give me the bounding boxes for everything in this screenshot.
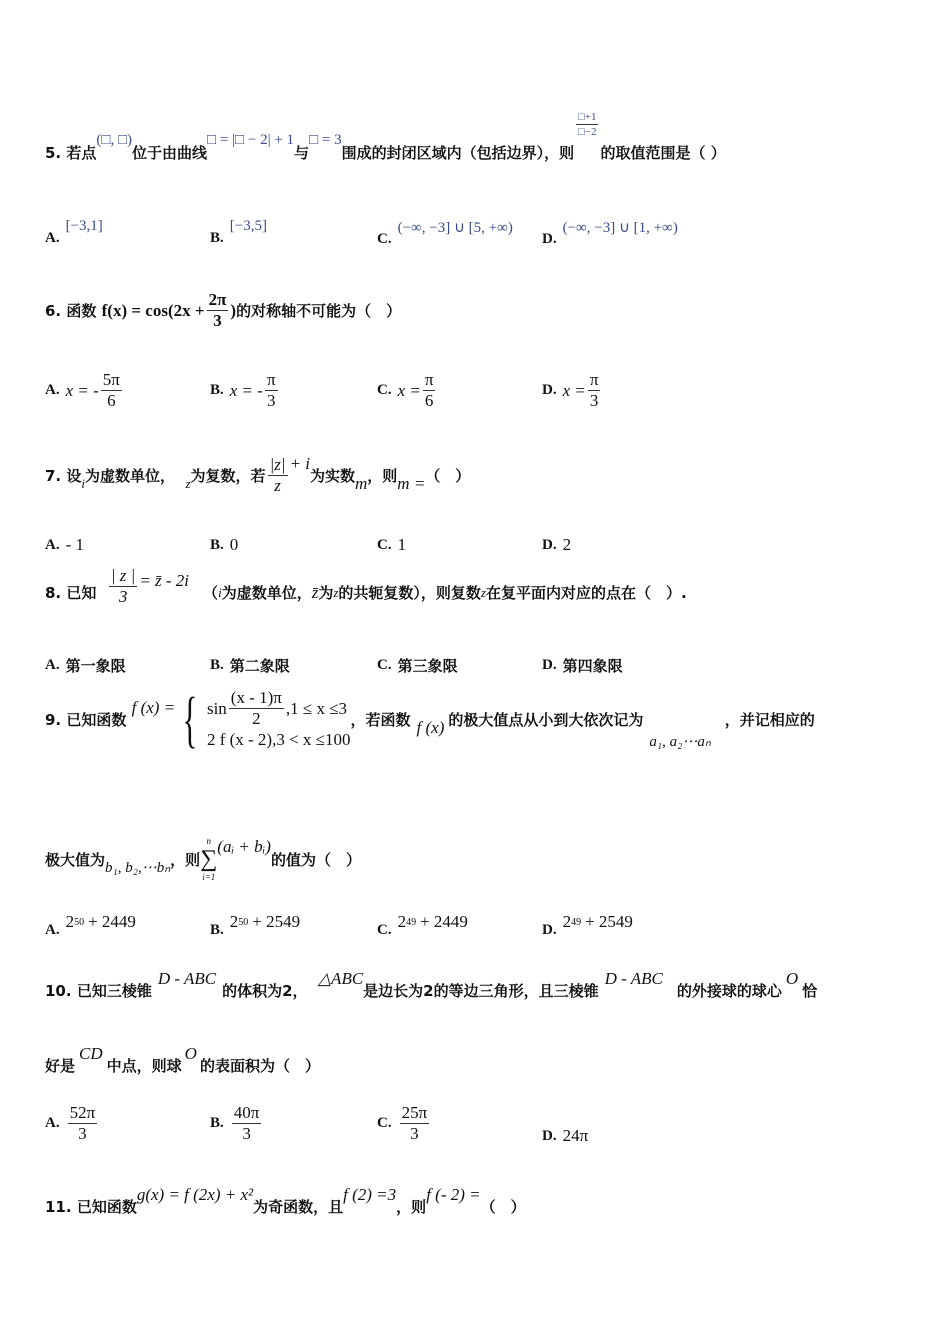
sum-upper: n bbox=[206, 836, 211, 846]
option-label: C. bbox=[377, 382, 392, 398]
question-number: 6. bbox=[45, 301, 62, 320]
option-a[interactable] bbox=[45, 370, 124, 411]
option-b[interactable] bbox=[210, 370, 280, 411]
numerator: π bbox=[589, 370, 599, 389]
sum-expression: (aᵢ + bᵢ) bbox=[217, 837, 271, 856]
text: 的值为（ ） bbox=[270, 850, 361, 869]
exponent: 50 bbox=[238, 916, 249, 928]
text: 为实数 bbox=[309, 467, 355, 485]
option-value: 0 bbox=[229, 535, 239, 554]
option-a[interactable] bbox=[45, 912, 136, 938]
option-label: C. bbox=[377, 1115, 392, 1131]
case-1-domain: ,1 ≤ x ≤3 bbox=[285, 698, 348, 718]
option-prefix: x = - bbox=[65, 380, 99, 400]
option-fraction bbox=[265, 370, 278, 411]
text: 为复数，若 bbox=[190, 467, 266, 485]
brace: { bbox=[182, 685, 198, 754]
numerator: 52π bbox=[69, 1103, 96, 1122]
denominator: 6 bbox=[107, 391, 116, 410]
numerator: π bbox=[266, 370, 276, 389]
option-c[interactable] bbox=[377, 370, 437, 411]
numerator: 25π bbox=[401, 1103, 428, 1122]
option-label: C. bbox=[377, 921, 392, 938]
math-fraction bbox=[207, 290, 229, 331]
option-label: C. bbox=[377, 536, 392, 553]
math-o: O bbox=[785, 968, 799, 988]
base: 2 bbox=[229, 912, 239, 931]
option-a[interactable] bbox=[45, 535, 84, 555]
math-fraction bbox=[268, 455, 288, 496]
sin: sin bbox=[206, 698, 227, 718]
option-fraction bbox=[400, 1103, 430, 1144]
text: 的体积为2， bbox=[222, 982, 308, 1000]
math-sequence-b: b₁, b₂,⋯bₙ bbox=[105, 859, 171, 876]
denominator: 3 bbox=[118, 587, 128, 606]
option-value: 2 bbox=[562, 535, 572, 554]
text: 在复平面内对应的点在（ ）. bbox=[485, 584, 687, 602]
option-d[interactable] bbox=[542, 220, 678, 249]
option-label: D. bbox=[542, 382, 557, 398]
option-a[interactable] bbox=[45, 218, 103, 247]
math-m-equals: m = bbox=[397, 473, 426, 493]
option-fraction bbox=[101, 370, 122, 411]
math-i: i bbox=[218, 584, 222, 600]
math-z: z bbox=[185, 475, 191, 491]
option-prefix: x = bbox=[397, 380, 421, 400]
option-value: - 1 bbox=[65, 535, 85, 554]
denominator: 3 bbox=[267, 391, 276, 410]
option-label: B. bbox=[210, 921, 224, 938]
question-7 bbox=[45, 455, 470, 496]
denominator: 6 bbox=[424, 391, 434, 410]
option-label: B. bbox=[210, 382, 224, 398]
option-fraction bbox=[588, 370, 601, 411]
numerator: □+1 bbox=[578, 111, 597, 123]
option-c[interactable] bbox=[377, 535, 406, 555]
text: ，并记相应的 bbox=[724, 711, 815, 729]
piecewise-function bbox=[175, 685, 351, 754]
denominator: 2 bbox=[252, 709, 261, 728]
text: 中点，则球 bbox=[106, 1057, 182, 1075]
option-value: 第四象限 bbox=[562, 657, 623, 675]
summation bbox=[200, 835, 217, 883]
option-prefix: x = bbox=[562, 380, 586, 400]
numerator: π bbox=[424, 370, 434, 389]
sum-lower: i=1 bbox=[202, 872, 216, 882]
question-number: 7. bbox=[45, 466, 62, 485]
text: 若点 bbox=[66, 144, 97, 162]
text: 好是 bbox=[45, 1057, 76, 1075]
option-a[interactable] bbox=[45, 655, 126, 676]
math-tetrahedron: D - ABC bbox=[157, 968, 217, 988]
text: 的对称轴不可能为（ ） bbox=[236, 302, 402, 320]
math-z: z bbox=[333, 584, 339, 600]
math-fraction bbox=[109, 566, 137, 607]
option-label: B. bbox=[210, 536, 224, 553]
option-b[interactable] bbox=[210, 655, 290, 676]
text: ，则 bbox=[170, 850, 201, 869]
denominator: 3 bbox=[410, 1124, 419, 1143]
question-number: 11. bbox=[45, 1197, 72, 1216]
option-c[interactable] bbox=[377, 655, 458, 676]
option-c[interactable] bbox=[377, 912, 468, 938]
addend: + 2549 bbox=[252, 912, 301, 931]
denominator: 3 bbox=[78, 1124, 87, 1143]
text: 的表面积为（ ） bbox=[199, 1057, 320, 1075]
math-tetrahedron: D - ABC bbox=[604, 968, 663, 988]
question-6 bbox=[45, 290, 401, 331]
option-b[interactable] bbox=[210, 535, 238, 555]
option-d[interactable] bbox=[542, 370, 602, 411]
text: 设 bbox=[66, 467, 82, 485]
question-11 bbox=[45, 1184, 526, 1217]
option-b[interactable] bbox=[210, 218, 267, 247]
option-label: A. bbox=[45, 1115, 60, 1131]
text: 的共轭复数），则复数 bbox=[338, 584, 481, 602]
denominator: 3 bbox=[589, 391, 599, 410]
text: 为虚数单位， bbox=[85, 467, 176, 485]
text: 的外接球的球心 bbox=[676, 982, 782, 1000]
option-d[interactable] bbox=[542, 655, 623, 676]
option-label: D. bbox=[542, 657, 557, 673]
text: （ ） bbox=[480, 1198, 526, 1216]
option-value: (−∞, −3] ∪ [5, +∞) bbox=[397, 220, 513, 236]
numerator: 5π bbox=[102, 370, 120, 389]
option-a[interactable] bbox=[45, 1103, 99, 1144]
option-value: 第三象限 bbox=[397, 657, 458, 675]
text: 已知函数 bbox=[66, 711, 127, 729]
question-number: 10. bbox=[45, 981, 72, 1000]
question-5 bbox=[45, 111, 726, 167]
text: 为 bbox=[318, 584, 334, 602]
question-number: 8. bbox=[45, 583, 62, 602]
denominator: □−2 bbox=[578, 126, 597, 138]
math-z: z bbox=[480, 584, 486, 600]
option-value: (−∞, −3] ∪ [1, +∞) bbox=[562, 220, 678, 236]
option-value: 第一象限 bbox=[65, 657, 126, 675]
math-cd: CD bbox=[79, 1043, 103, 1063]
math-f2: f (2) =3 bbox=[343, 1184, 397, 1204]
option-fraction bbox=[232, 1103, 262, 1144]
option-prefix: x = - bbox=[229, 380, 263, 400]
option-value: 1 bbox=[397, 535, 407, 554]
text: 恰 bbox=[802, 982, 818, 1000]
denominator: 3 bbox=[213, 311, 222, 330]
math-fraction bbox=[229, 688, 284, 729]
option-d[interactable] bbox=[542, 535, 571, 555]
option-c[interactable] bbox=[377, 220, 513, 249]
option-label: D. bbox=[542, 231, 557, 247]
option-label: A. bbox=[45, 382, 60, 398]
text: 为奇函数，且 bbox=[253, 1198, 344, 1216]
option-value: 24π bbox=[562, 1126, 589, 1145]
option-label: A. bbox=[45, 536, 60, 553]
text: 函数 bbox=[66, 302, 97, 320]
text: 为虚数单位， bbox=[221, 584, 312, 602]
option-label: D. bbox=[542, 921, 557, 938]
text: 已知三棱锥 bbox=[76, 982, 152, 1000]
exponent: 49 bbox=[571, 916, 582, 928]
text: 是边长为2的等边三角形，且三棱锥 bbox=[363, 982, 599, 1000]
option-value: [−3,5] bbox=[229, 218, 267, 234]
exponent: 50 bbox=[74, 916, 85, 928]
text: （ bbox=[203, 584, 219, 602]
math-rhs: = z̄ - 2i bbox=[139, 570, 190, 590]
option-d[interactable] bbox=[542, 1126, 588, 1146]
option-b[interactable] bbox=[210, 912, 301, 938]
math-fx: f (x) bbox=[416, 717, 445, 737]
math-zbar: z̄ bbox=[311, 582, 319, 602]
option-label: B. bbox=[210, 1115, 224, 1131]
option-label: A. bbox=[45, 921, 60, 938]
text: 位于由曲线 bbox=[132, 144, 208, 162]
math-line: □ = 3 bbox=[309, 132, 342, 148]
denominator: 3 bbox=[242, 1124, 251, 1143]
text: 极大值为 bbox=[45, 850, 106, 869]
option-label: A. bbox=[45, 657, 60, 673]
text: 的取值范围是（ ） bbox=[600, 144, 726, 162]
option-label: C. bbox=[377, 657, 392, 673]
option-label: B. bbox=[210, 230, 224, 246]
option-label: D. bbox=[542, 536, 557, 553]
base: 2 bbox=[397, 912, 407, 931]
text: ，则 bbox=[396, 1198, 427, 1216]
math-fraction bbox=[576, 110, 598, 139]
text: 的极大值点从小到大依次记为 bbox=[448, 711, 644, 729]
text: ，则 bbox=[367, 467, 398, 485]
base: 2 bbox=[65, 912, 75, 931]
math-expression: f(x) = cos(2x + bbox=[101, 300, 205, 320]
text: 已知函数 bbox=[76, 1198, 137, 1216]
text: 已知 bbox=[66, 584, 97, 602]
numerator: 40π bbox=[233, 1103, 260, 1122]
numerator: | z | bbox=[110, 566, 136, 585]
math-curve: □ = |□ − 2| + 1 bbox=[207, 132, 295, 148]
option-value: [−3,1] bbox=[65, 218, 103, 234]
addend: + 2449 bbox=[420, 912, 468, 931]
numerator: |z| bbox=[269, 455, 286, 474]
math-triangle: △ABC bbox=[317, 968, 364, 988]
math-point: (□, □) bbox=[96, 132, 133, 148]
math-fx: f (x) = bbox=[131, 697, 176, 717]
math-f-minus-2: f (- 2) = bbox=[426, 1184, 481, 1204]
question-9 bbox=[45, 685, 905, 754]
question-number: 9. bbox=[45, 710, 62, 729]
case-2: 2 f (x - 2),3 < x ≤100 bbox=[206, 730, 351, 749]
math-plus-i: + i bbox=[289, 453, 310, 473]
denominator: z bbox=[274, 476, 281, 495]
option-b[interactable] bbox=[210, 1103, 263, 1144]
sigma: ∑ bbox=[200, 846, 218, 872]
question-number: 5. bbox=[45, 143, 62, 162]
option-c[interactable] bbox=[377, 1103, 431, 1144]
option-value: 第二象限 bbox=[229, 657, 290, 675]
question-9-line-2 bbox=[45, 835, 361, 883]
addend: + 2549 bbox=[585, 912, 633, 931]
option-fraction bbox=[68, 1103, 98, 1144]
addend: + 2449 bbox=[88, 912, 136, 931]
option-fraction bbox=[423, 370, 436, 411]
question-10-line-2 bbox=[45, 1043, 320, 1076]
text: 与 bbox=[294, 144, 310, 162]
option-label: A. bbox=[45, 230, 60, 246]
text: （ ） bbox=[425, 467, 471, 485]
question-8 bbox=[45, 566, 687, 613]
option-d[interactable] bbox=[542, 912, 633, 938]
math-o: O bbox=[184, 1043, 197, 1063]
option-label: B. bbox=[210, 657, 224, 673]
math-i: i bbox=[81, 475, 86, 491]
math-paren: ) bbox=[230, 300, 237, 320]
option-label: C. bbox=[377, 231, 392, 247]
option-label: D. bbox=[542, 1127, 557, 1144]
text: ，若函数 bbox=[350, 711, 411, 729]
numerator: 2π bbox=[208, 290, 227, 309]
math-g: g(x) = f (2x) + x² bbox=[136, 1184, 254, 1204]
math-m: m bbox=[355, 473, 368, 493]
base: 2 bbox=[562, 912, 572, 931]
exponent: 49 bbox=[406, 916, 417, 928]
question-10 bbox=[45, 968, 818, 1001]
numerator: (x - 1)π bbox=[230, 688, 282, 707]
math-sequence-a: a₁, a₂⋯aₙ bbox=[649, 734, 711, 750]
text: 围成的封闭区域内（包括边界），则 bbox=[341, 144, 575, 162]
